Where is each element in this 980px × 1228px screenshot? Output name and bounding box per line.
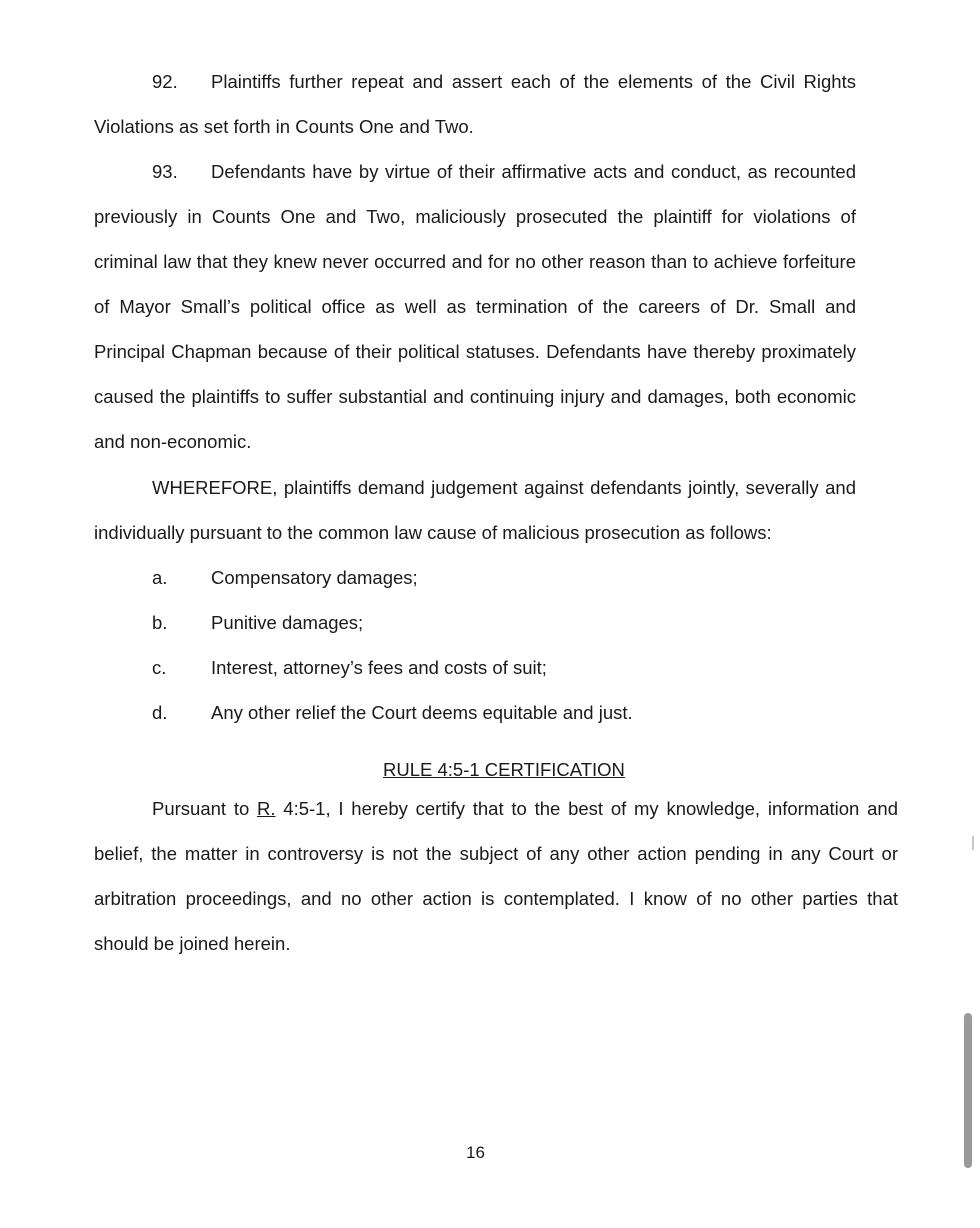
scrollbar-thumb[interactable] (964, 1013, 972, 1168)
relief-item-c (152, 656, 547, 680)
paragraph-number-93: 93. (152, 161, 178, 182)
relief-item-letter: d. (152, 702, 168, 723)
certification-paragraph (94, 786, 898, 966)
paragraph-92-text: Plaintiffs further repeat and assert each of the elements of the Civil Rights Violations as set forth in Counts One and Two. (94, 71, 856, 137)
wherefore-paragraph: WHEREFORE, plaintiffs demand judgement against defendants jointly, severally and individually pursuant to the common law cause of malicious prosecution as follows: (94, 477, 856, 543)
paragraph-92 (94, 59, 856, 149)
paragraph-93-text: Defendants have by virtue of their affirmative acts and conduct, as recounted previously in Counts One and Two, maliciously prosecuted the plaintiff for violations of criminal law that they knew never occurred and for no other reason than to achieve forfeiture of Mayor Small’s political office as well as termination of the careers of Dr. Small and Principal Chapman because of their political statuses. Defendants have thereby proximately caused the plaintiffs to suffer substantial and continuing injury and damages, both economic and non-economic. (94, 161, 856, 452)
relief-item-letter: b. (152, 612, 168, 633)
relief-item-text: Any other relief the Court deems equitable and just. (211, 702, 633, 723)
paragraph-number-92: 92. (152, 71, 178, 92)
certification-intro: Pursuant to (152, 798, 258, 819)
relief-item-a (152, 566, 418, 590)
relief-item-text: Interest, attorney’s fees and costs of suit; (211, 657, 547, 678)
relief-item-text: Compensatory damages; (211, 567, 418, 588)
edge-mark (972, 836, 974, 850)
certification-body: 4:5-1, I hereby certify that to the best of my knowledge, information and belief, the matter in controversy is not the subject of any other action pending in any Court or arbitration proceedings, and no other action is contemplated. I know of no other parties that should be joined herein. (94, 798, 898, 954)
paragraph-93 (94, 149, 856, 464)
page-number: 16 (466, 1143, 485, 1162)
certification-heading: RULE 4:5-1 CERTIFICATION (383, 759, 625, 780)
relief-item-d (152, 701, 633, 725)
rule-reference: R. (257, 798, 276, 819)
relief-item-letter: c. (152, 657, 167, 678)
relief-item-letter: a. (152, 567, 168, 588)
relief-item-text: Punitive damages; (211, 612, 364, 633)
relief-item-b (152, 611, 363, 635)
